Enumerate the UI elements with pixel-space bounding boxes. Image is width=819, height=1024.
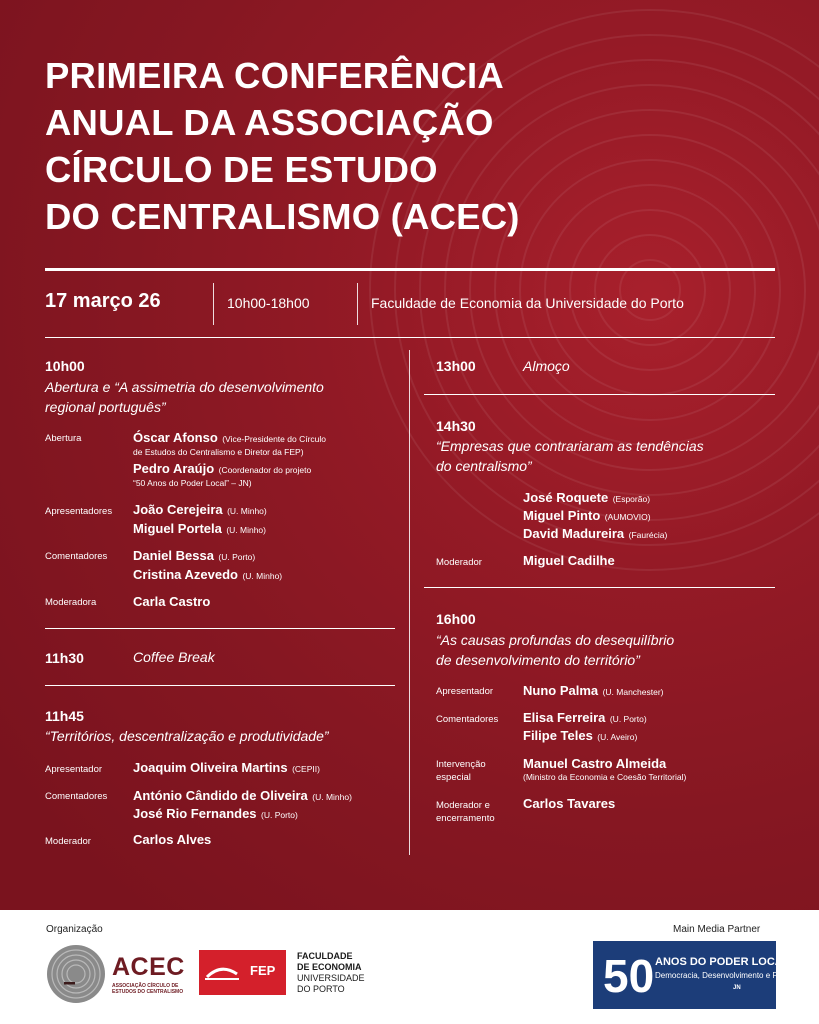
session-title: Coffee Break <box>133 649 215 665</box>
participant <box>523 507 651 525</box>
role-label: Apresentadores <box>45 506 113 517</box>
participant-note: (Ministro da Economia e Coesão Territorial) <box>523 772 687 782</box>
participant <box>523 682 664 700</box>
participant-name: Miguel Cadilhe <box>523 553 615 568</box>
role-label: especial <box>436 772 471 783</box>
role-label: Moderador e <box>436 800 490 811</box>
participant-name: Filipe Teles <box>523 728 593 743</box>
participant <box>133 501 267 519</box>
event-date: 17 março 26 <box>45 290 161 312</box>
session-divider <box>45 628 395 629</box>
session-divider <box>45 685 395 686</box>
participant-note: “50 Anos do Poder Local” – JN) <box>133 478 252 488</box>
info-divider <box>357 283 358 325</box>
participant-note: de Estudos do Centralismo e Diretor da FEP) <box>133 447 304 457</box>
participant-name: António Cândido de Oliveira <box>133 788 308 803</box>
participant-name: David Madureira <box>523 526 625 541</box>
participant-name: Miguel Pinto <box>523 508 601 523</box>
column-divider <box>409 350 410 855</box>
participant-affiliation: (Esporão) <box>612 494 651 504</box>
role-label: Apresentador <box>436 686 494 697</box>
acec-logo-icon <box>46 944 106 1004</box>
role-label: Moderadora <box>45 597 97 608</box>
title-divider <box>45 268 775 271</box>
participant-affiliation: (U. Aveiro) <box>597 732 638 742</box>
acec-logo-text: ACEC <box>112 953 185 981</box>
session-time: 10h00 <box>45 358 85 374</box>
participant <box>523 709 647 727</box>
participant-name: Joaquim Oliveira Martins <box>133 760 288 775</box>
role-label: Apresentador <box>45 764 103 775</box>
media-logo-subtitle: Democracia, Desenvolvimento e Futuro <box>655 971 796 980</box>
fep-name-line: UNIVERSIDADE <box>297 973 365 983</box>
media-logo-jn: JN <box>733 985 741 991</box>
participant-affiliation: (U. Minho) <box>226 525 266 535</box>
fep-name <box>297 951 365 995</box>
title-line: DO CENTRALISMO (ACEC) <box>45 196 520 237</box>
participant-name: Nuno Palma <box>523 683 599 698</box>
participant <box>133 547 255 565</box>
role-label: Comentadores <box>45 551 108 562</box>
role-label: Moderador <box>436 557 482 568</box>
participant-name: Elisa Ferreira <box>523 710 606 725</box>
participant <box>133 805 298 823</box>
role-label: encerramento <box>436 813 495 824</box>
media-partner-label: Main Media Partner <box>673 924 761 935</box>
role-label: Comentadores <box>436 714 499 725</box>
participant-affiliation: (AUMOVIO) <box>604 512 651 522</box>
participant <box>133 593 210 611</box>
participant <box>523 552 615 570</box>
session-title: Abertura e “A assimetria do desenvolvimento <box>45 379 324 395</box>
participant-name: Carla Castro <box>133 594 211 609</box>
session-title: “Territórios, descentralização e produtividade” <box>45 728 329 744</box>
info-divider-bottom <box>45 337 775 338</box>
session-divider <box>424 394 775 395</box>
participant <box>523 489 650 507</box>
session-time: 11h30 <box>45 650 84 666</box>
fep-name-line: FACULDADE <box>297 951 353 961</box>
participant <box>133 520 266 538</box>
participant-affiliation: (Coordenador do projeto <box>218 465 312 475</box>
participant-name: José Roquete <box>523 490 609 505</box>
conference-title <box>45 52 745 240</box>
organization-label: Organização <box>46 924 103 935</box>
role-label: Moderador <box>45 836 91 847</box>
role-label: Abertura <box>45 433 82 444</box>
role-label: Comentadores <box>45 791 108 802</box>
session-title: “Empresas que contrariaram as tendências <box>436 438 704 454</box>
participant <box>133 429 326 447</box>
participant <box>133 566 282 584</box>
participant-affiliation: (CEPII) <box>292 764 320 774</box>
participant-name: Óscar Afonso <box>133 430 218 445</box>
participant-name: Carlos Alves <box>133 832 212 847</box>
participant-affiliation: (U. Porto) <box>218 552 256 562</box>
title-line: PRIMEIRA CONFERÊNCIA <box>45 55 504 96</box>
session-divider <box>424 587 775 588</box>
fep-logo-text: FEP <box>250 963 276 978</box>
participant <box>133 787 352 805</box>
session-title: regional português” <box>45 399 166 415</box>
participant-affiliation: (U. Porto) <box>609 714 647 724</box>
participant <box>523 795 615 813</box>
participant-affiliation: (U. Minho) <box>227 506 267 516</box>
acec-logo-subtitle: ASSOCIAÇÃO CÍRCULO DE ESTUDOS DO CENTRALISMO <box>112 983 184 995</box>
participant-affiliation: (U. Minho) <box>312 792 352 802</box>
participant <box>133 831 211 849</box>
participant-affiliation: (U. Manchester) <box>602 687 664 697</box>
session-title: do centralismo” <box>436 458 532 474</box>
session-title: “As causas profundas do desequilíbrio <box>436 632 675 648</box>
title-line: CÍRCULO DE ESTUDO <box>45 149 438 190</box>
fep-name-line: DE ECONOMIA <box>297 962 362 972</box>
session-time: 14h30 <box>436 418 476 434</box>
participant-name: Pedro Araújo <box>133 461 215 476</box>
participant-name: Manuel Castro Almeida <box>523 756 667 771</box>
event-venue: Faculdade de Economia da Universidade do Porto <box>371 295 684 311</box>
participant-name: José Rio Fernandes <box>133 806 257 821</box>
session-title: Almoço <box>523 358 570 374</box>
participant <box>133 460 311 478</box>
participant-affiliation: (U. Porto) <box>261 810 298 820</box>
role-label: Intervenção <box>436 759 486 770</box>
fep-name-line: DO PORTO <box>297 984 345 994</box>
participant-name: Cristina Azevedo <box>133 567 238 582</box>
participant-name: Miguel Portela <box>133 521 222 536</box>
session-title: de desenvolvimento do território” <box>436 652 640 668</box>
fep-bridge-icon <box>199 950 249 995</box>
participant-affiliation: (U. Minho) <box>242 571 283 581</box>
media-logo-number: 50 <box>603 950 655 1002</box>
participant-name: João Cerejeira <box>133 502 223 517</box>
title-line: ANUAL DA ASSOCIAÇÃO <box>45 102 494 143</box>
media-logo-title: ANOS DO PODER LOCAL <box>655 956 790 968</box>
participant <box>523 727 637 745</box>
session-time: 11h45 <box>45 708 84 724</box>
participant <box>523 525 667 543</box>
info-divider <box>213 283 214 325</box>
participant-affiliation: (Vice-Presidente do Círculo <box>222 434 326 444</box>
participant <box>133 759 320 777</box>
session-time: 13h00 <box>436 358 476 374</box>
participant-name: Carlos Tavares <box>523 796 616 811</box>
event-hours: 10h00-18h00 <box>227 295 310 311</box>
participant-name: Daniel Bessa <box>133 548 214 563</box>
session-time: 16h00 <box>436 611 476 627</box>
participant-affiliation: (Faurécia) <box>628 530 668 540</box>
